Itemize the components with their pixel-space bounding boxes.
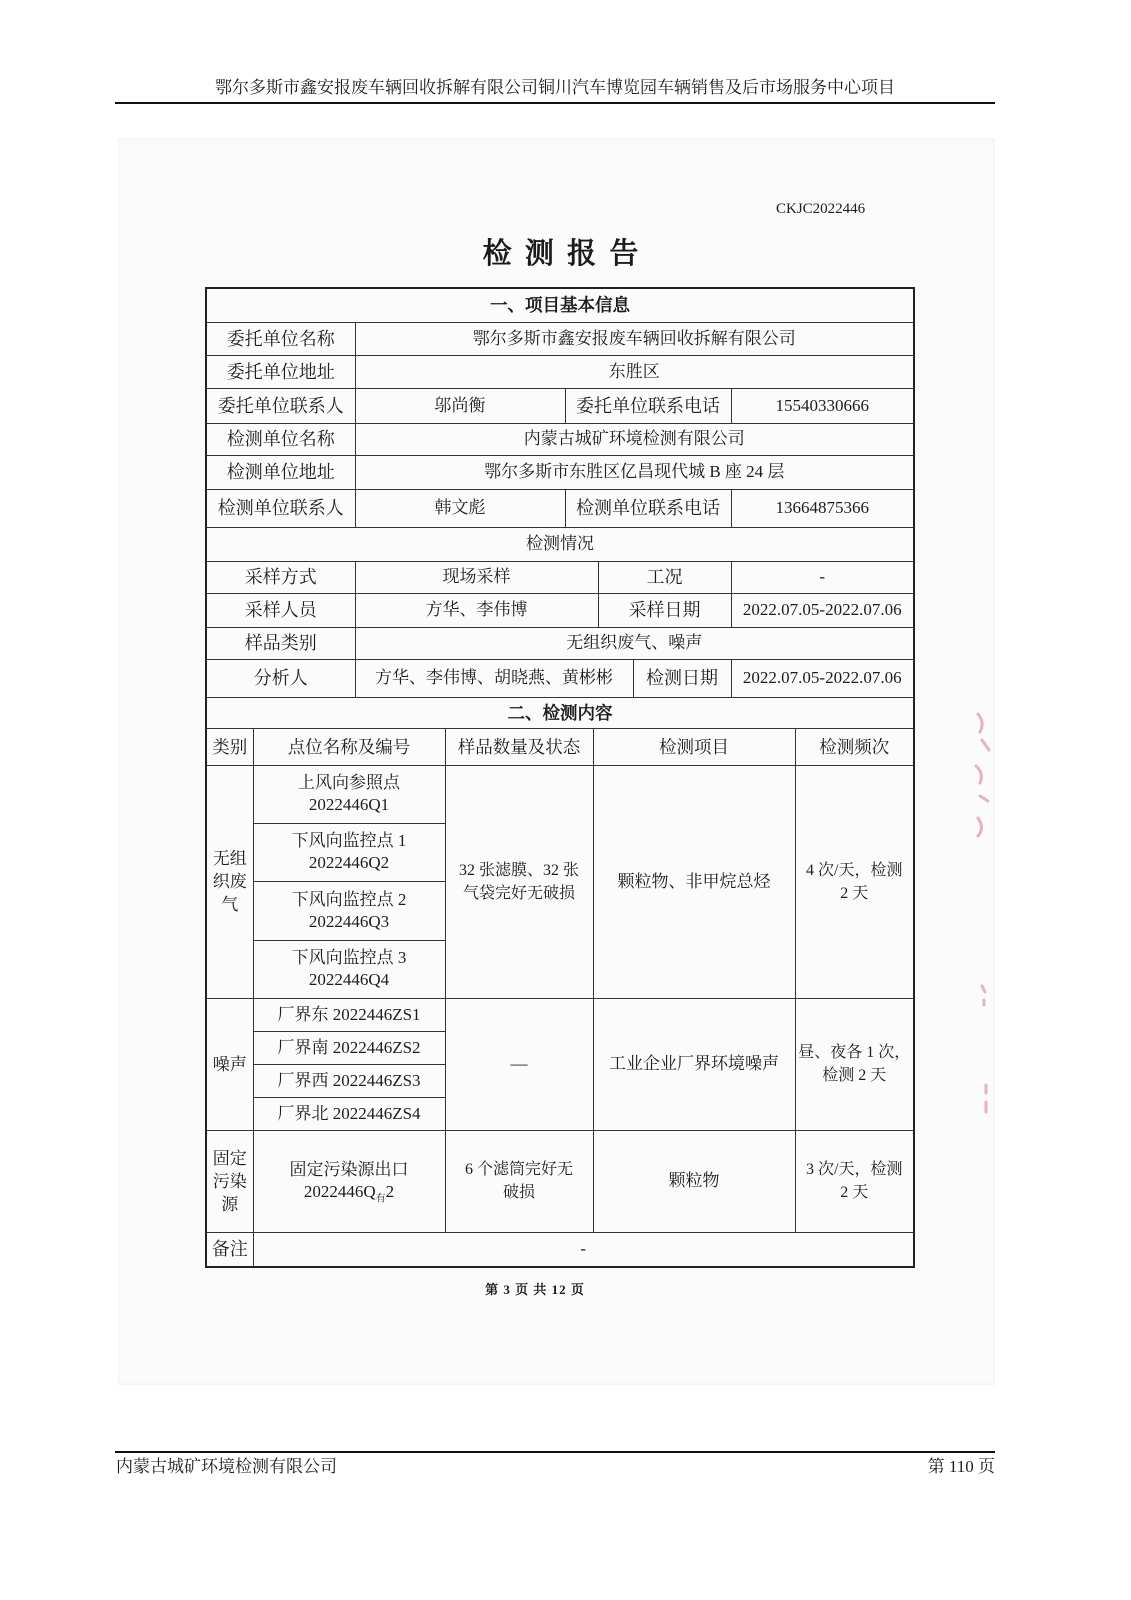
table-row	[207, 355, 913, 388]
point-cell	[253, 881, 445, 940]
remarks-label: 备注	[207, 1232, 253, 1266]
table-row	[207, 561, 913, 593]
frequency-text: 昼、夜各 1 次，检测 2 天	[798, 1044, 911, 1084]
point-code-subscript: 有	[375, 1193, 386, 1205]
red-seal-fragment	[968, 700, 998, 1140]
lab-name-value: 内蒙古城矿环境检测有限公司	[355, 423, 913, 455]
table-row	[207, 322, 913, 355]
table-row	[207, 388, 913, 423]
column-header-frequency: 检测频次	[795, 728, 913, 765]
footer-company: 内蒙古城矿环境检测有限公司	[116, 1457, 337, 1476]
test-content-table	[207, 698, 913, 1266]
table-row	[207, 627, 913, 659]
point-name: 厂界西	[277, 1070, 329, 1090]
header-rule	[115, 102, 995, 104]
table-row	[207, 765, 913, 823]
point-name: 下风向监控点 1	[291, 831, 407, 850]
frequency-text: 4 次/天，检测 2 天	[806, 861, 903, 902]
category-cell	[207, 998, 253, 1130]
table-row	[207, 659, 913, 697]
items-cell: 工业企业厂界环境噪声	[593, 998, 795, 1130]
working-condition-label: 工况	[598, 561, 731, 593]
point-code: 2022446ZS4	[332, 1103, 421, 1123]
lab-address-value: 鄂尔多斯市东胜区亿昌现代城 B 座 24 层	[355, 455, 913, 489]
table-row	[207, 1130, 913, 1232]
remarks-value: -	[253, 1232, 913, 1266]
table-row	[207, 1232, 913, 1266]
lab-phone-label: 检测单位联系电话	[565, 489, 731, 527]
sampling-date-label: 采样日期	[598, 593, 731, 627]
working-condition-value: -	[731, 561, 913, 593]
samples-cell	[445, 1130, 593, 1232]
report-table	[205, 287, 915, 1268]
report-title: 检 测 报 告	[482, 238, 642, 270]
table-row	[207, 489, 913, 527]
samples-text: 32 张滤膜、32 张气袋完好无破损	[458, 861, 579, 902]
category-label: 固定污染源	[212, 1148, 247, 1214]
table-row	[207, 289, 913, 322]
point-name: 厂界东	[277, 1004, 329, 1024]
test-content-title: 二、检测内容	[207, 698, 913, 728]
sample-type-label: 样品类别	[207, 627, 355, 659]
analysts-label: 分析人	[207, 659, 355, 697]
point-code: 2022446ZS2	[332, 1037, 421, 1057]
point-name: 下风向监控点 3	[291, 948, 407, 967]
table-row	[207, 593, 913, 627]
report-page-indicator: 第 3 页 共 12 页	[485, 1282, 585, 1297]
lab-contact-value: 韩文彪	[355, 489, 565, 527]
point-cell	[253, 940, 445, 998]
point-code: 2022446ZS3	[332, 1070, 421, 1090]
samplers-value: 方华、李伟博	[355, 593, 598, 627]
point-cell	[253, 1097, 445, 1130]
table-header-row	[207, 728, 913, 765]
items-cell: 颗粒物	[593, 1130, 795, 1232]
category-label: 无组织废气	[212, 849, 247, 914]
table-row	[207, 455, 913, 489]
column-header-point: 点位名称及编号	[253, 728, 445, 765]
samplers-label: 采样人员	[207, 593, 355, 627]
point-code	[254, 1181, 445, 1203]
point-name: 厂界南	[277, 1037, 329, 1057]
column-header-samples: 样品数量及状态	[445, 728, 593, 765]
footer-rule	[115, 1451, 995, 1453]
sampling-date-value: 2022.07.05-2022.07.06	[731, 593, 913, 627]
column-header-category: 类别	[207, 728, 253, 765]
analysts-value: 方华、李伟博、胡晓燕、黄彬彬	[355, 659, 633, 697]
project-title: 鄂尔多斯市鑫安报废车辆回收拆解有限公司铜川汽车博览园车辆销售及后市场服务中心项目	[215, 78, 895, 97]
lab-contact-label: 检测单位联系人	[207, 489, 355, 527]
point-code: 2022446ZS1	[332, 1004, 421, 1024]
point-cell	[253, 1130, 445, 1232]
point-name: 固定污染源出口	[289, 1160, 409, 1179]
point-code: 2022446Q1	[308, 795, 390, 814]
client-address-value: 东胜区	[355, 355, 913, 388]
lab-name-label: 检测单位名称	[207, 423, 355, 455]
point-code: 2022446Q2	[308, 853, 390, 872]
table-row	[207, 423, 913, 455]
samples-text: 6 个滤筒完好无破损	[464, 1161, 573, 1201]
frequency-cell	[795, 1130, 913, 1232]
sample-type-value: 无组织废气、噪声	[355, 627, 913, 659]
point-code-prefix: 2022446Q	[303, 1182, 376, 1201]
point-name: 下风向监控点 2	[291, 889, 407, 909]
client-contact-label: 委托单位联系人	[207, 388, 355, 423]
frequency-text: 3 次/天，检测 2 天	[806, 1161, 903, 1201]
test-date-label: 检测日期	[633, 659, 731, 697]
point-cell	[253, 1031, 445, 1064]
client-contact-value: 邬尚衡	[355, 388, 565, 423]
frequency-cell	[795, 998, 913, 1130]
point-code: 2022446Q4	[308, 970, 390, 989]
point-cell	[253, 1064, 445, 1097]
category-label: 噪声	[212, 1054, 247, 1074]
sampling-method-label: 采样方式	[207, 561, 355, 593]
client-phone-value: 15540330666	[731, 388, 913, 423]
lab-phone-value: 13664875366	[731, 489, 913, 527]
point-cell	[253, 765, 445, 823]
client-phone-label: 委托单位联系电话	[565, 388, 731, 423]
category-cell	[207, 765, 253, 998]
client-name-label: 委托单位名称	[207, 322, 355, 355]
point-code: 2022446Q3	[308, 911, 390, 931]
table-row	[207, 698, 913, 728]
sampling-method-value: 现场采样	[355, 561, 598, 593]
client-address-label: 委托单位地址	[207, 355, 355, 388]
point-cell	[253, 823, 445, 881]
situation-title: 检测情况	[207, 527, 913, 561]
column-header-items: 检测项目	[593, 728, 795, 765]
lab-address-label: 检测单位地址	[207, 455, 355, 489]
point-name: 上风向参照点	[298, 773, 400, 792]
report-number: CKJC2022446	[776, 201, 866, 217]
samples-cell	[445, 765, 593, 998]
basic-info-title: 一、项目基本信息	[207, 289, 913, 322]
test-date-value: 2022.07.05-2022.07.06	[731, 659, 913, 697]
footer-page-number: 第 110 页	[927, 1457, 995, 1476]
items-cell: 颗粒物、非甲烷总烃	[593, 765, 795, 998]
client-name-value: 鄂尔多斯市鑫安报废车辆回收拆解有限公司	[355, 322, 913, 355]
frequency-cell	[795, 765, 913, 998]
point-cell	[253, 998, 445, 1031]
point-code-suffix: 2	[385, 1182, 395, 1201]
table-row	[207, 527, 913, 561]
basic-info-table	[207, 289, 913, 697]
samples-cell: —	[445, 998, 593, 1130]
table-row	[207, 998, 913, 1031]
test-content-section	[207, 697, 913, 1266]
category-cell	[207, 1130, 253, 1232]
point-name: 厂界北	[277, 1103, 329, 1123]
